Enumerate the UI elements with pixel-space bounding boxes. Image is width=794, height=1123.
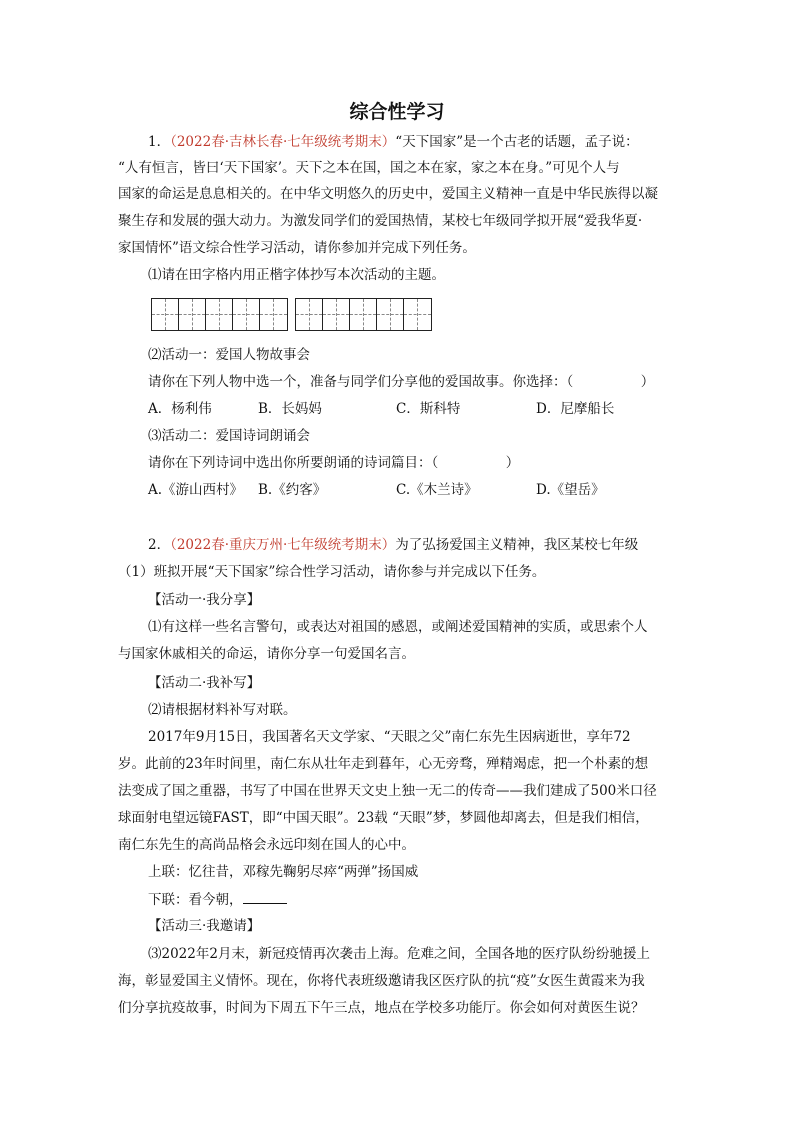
material-text-0: 2017年9月15日，我国著名天文学家、“天眼之父”南仁东先生因病逝世，享年72 xyxy=(148,729,631,745)
q1-text-2: 国家的命运是息息相关的。在中华文明悠久的历史中，爱国主义精神一直是中华民族得以凝 xyxy=(118,186,658,202)
option-d[interactable]: D.《望岳》 xyxy=(536,482,605,498)
option-b[interactable]: B．长妈妈 xyxy=(258,401,322,417)
answer-blank[interactable] xyxy=(243,889,287,904)
activity-1-heading: 【活动一·我分享】 xyxy=(148,592,261,608)
q1-sub2-prompt: 请你在下列人物中选一个，准备与同学们分享他的爱国故事。你选择：（ ） xyxy=(148,374,655,390)
q1-source: （2022春·吉林长春·七年级统考期末） xyxy=(170,134,396,150)
tianzige-cell[interactable] xyxy=(377,299,404,330)
option-c[interactable]: C.《木兰诗》 xyxy=(396,482,478,498)
material-text-3: 球面射电望远镜FAST，即“中国天眼”。23载 “天眼”梦，梦圆他却离去，但是我们相信， xyxy=(118,810,649,826)
q1-sub3-prompt: 请你在下列诗词中选出你所要朗诵的诗词篇目：（ ） xyxy=(148,455,520,471)
option-d[interactable]: D．尼摩船长 xyxy=(536,401,615,417)
option-c[interactable]: C．斯科特 xyxy=(396,401,461,417)
activity-1-text-1: 与国家休戚相关的命运，请你分享一句爱国名言。 xyxy=(118,646,415,662)
tianzige-cell[interactable] xyxy=(179,299,206,330)
activity-2-question: ⑵请根据材料补写对联。 xyxy=(148,702,297,718)
page-title: 综合性学习 xyxy=(349,101,445,123)
tianzige-cell[interactable] xyxy=(323,299,350,330)
q1-line-1 xyxy=(148,132,718,152)
q2-text-1: （1）班拟开展“天下国家”综合性学习活动，请你参与并完成以下任务。 xyxy=(118,564,546,580)
couplet-lower-row xyxy=(148,889,718,910)
q1-number: 1． xyxy=(148,134,171,150)
activity-1-text-0: ⑴有这样一些名言警句，或表达对祖国的感恩，或阐述爱国精神的实质，或思索个人 xyxy=(148,619,648,635)
q2-number: 2． xyxy=(148,537,171,553)
q2-text-0: 为了弘扬爱国主义精神，我区某校七年级 xyxy=(395,537,639,553)
tianzige-cell[interactable] xyxy=(350,299,377,330)
material-text-2: 法变成了国之重器，书写了中国在世界天文史上独一无二的传奇——我们建成了500米口径 xyxy=(118,783,657,799)
activity-2-heading: 【活动二·我补写】 xyxy=(148,675,261,691)
activity-3-text-1: 海，彰显爱国主义情怀。现在，你将代表班级邀请我区医疗队的抗“疫”女医生黄霞来为我 xyxy=(118,973,645,989)
couplet-lower: 下联：看今朝， xyxy=(148,892,243,908)
activity-3-text-0: ⑶2022年2月末，新冠疫情再次袭击上海。危难之间，全国各地的医疗队纷纷驰援上 xyxy=(148,946,650,962)
option-b[interactable]: B.《约客》 xyxy=(258,482,327,498)
activity-3-text-2: 们分享抗疫故事，时间为下周五下午三点，地点在学校多功能厅。你会如何对黄医生说？ xyxy=(118,1000,645,1016)
tianzige-cell[interactable] xyxy=(296,299,323,330)
q1-text-1: “人有恒言，皆曰‘天下国家’。天下之本在国，国之本在家，家之本在身。”可见个人与 xyxy=(118,160,620,176)
q1-text-0: “天下国家”是一个古老的话题，孟子说： xyxy=(395,134,639,150)
material-text-4: 南仁东先生的高尚品格会永远印刻在国人的心中。 xyxy=(118,837,415,853)
activity-3-heading: 【活动三·我邀请】 xyxy=(148,918,261,934)
tianzige-cell[interactable] xyxy=(260,299,287,330)
tianzige-grid-2[interactable] xyxy=(295,298,432,331)
q1-sub2: ⑵活动一：爱国人物故事会 xyxy=(148,347,310,363)
tianzige-grid-1[interactable] xyxy=(151,298,288,331)
tianzige-cell[interactable] xyxy=(152,299,179,330)
tianzige-cell[interactable] xyxy=(404,299,431,330)
q1-text-3: 聚生存和发展的强大动力。为激发同学们的爱国热情，某校七年级同学拟开展“爱我华夏· xyxy=(118,213,643,229)
tianzige-cell[interactable] xyxy=(233,299,260,330)
option-a[interactable]: A．杨利伟 xyxy=(148,401,212,417)
material-text-1: 岁。此前的23年时间里，南仁东从壮年走到暮年，心无旁骛，殚精竭虑，把一个朴素的想 xyxy=(118,756,649,772)
q1-sub3: ⑶活动二：爱国诗词朗诵会 xyxy=(148,428,310,444)
q2-line-1 xyxy=(148,535,718,555)
option-a[interactable]: A.《游山西村》 xyxy=(148,482,244,498)
q1-sub1: ⑴请在田字格内用正楷字体抄写本次活动的主题。 xyxy=(148,267,445,283)
q2-source: （2022春·重庆万州·七年级统考期末） xyxy=(170,537,396,553)
q1-text-4: 家国情怀”语文综合性学习活动，请你参加并完成下列任务。 xyxy=(118,240,476,256)
couplet-upper: 上联：忆往昔，邓稼先鞠躬尽瘁“两弹”扬国威 xyxy=(148,864,419,880)
tianzige-cell[interactable] xyxy=(206,299,233,330)
